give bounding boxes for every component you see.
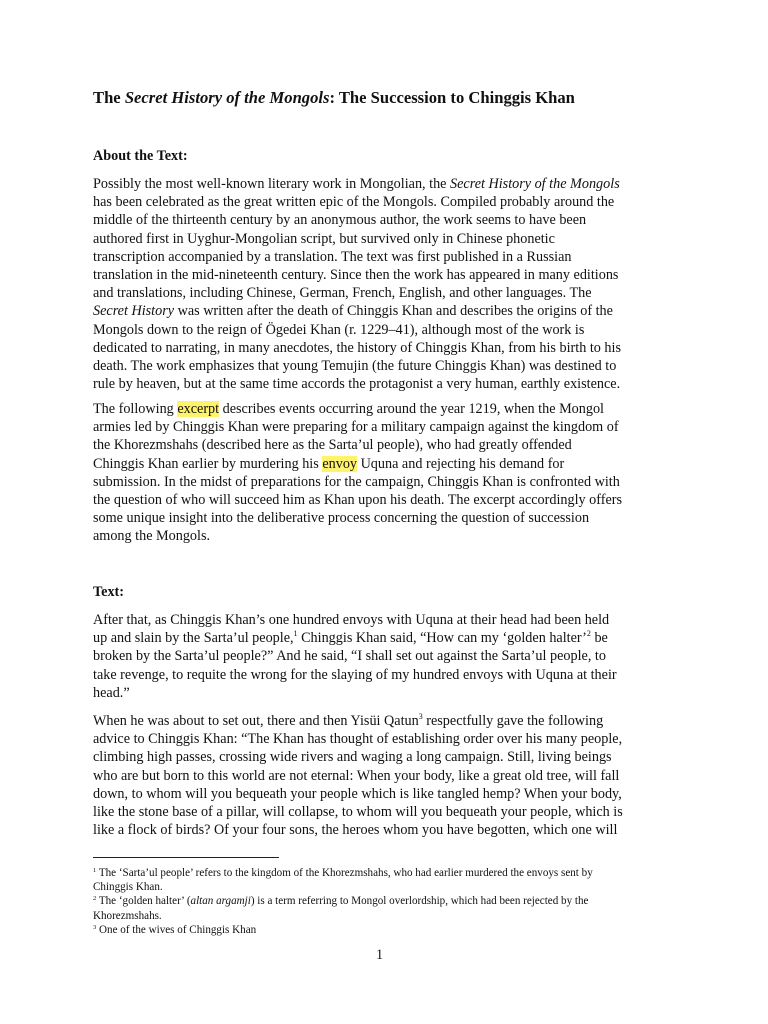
text-line: and translations, including Chinese, German, French, English, and other languages. The bbox=[93, 285, 592, 302]
text-line: some unique insight into the deliberative process concerning the question of succession bbox=[93, 510, 590, 527]
page-title bbox=[93, 88, 693, 108]
title-italic: Secret History of the Mongols bbox=[124, 88, 330, 107]
text-line: When he was about to set out, there and then Yisüi Qatun$^3$ respectfully gave the following bbox=[93, 712, 604, 729]
about-paragraph-2 bbox=[93, 400, 673, 546]
text-line: translation in the mid-nineteenth century. Since then the work has appeared in many editions bbox=[93, 267, 619, 284]
text-line: The following excerpt describes events occurring around the year 1219, when the Mongol bbox=[93, 401, 604, 417]
text-line: take revenge, to requite the wrong for the slaying of my hundred envoys with Uquna at their bbox=[93, 666, 617, 683]
text-paragraph-2 bbox=[93, 712, 673, 839]
text-line: head.” bbox=[93, 684, 130, 701]
text-line: authored first in Uyghur-Mongolian script, but survived only in Chinese phonetic bbox=[93, 230, 555, 247]
text-line: Possibly the most well-known literary work in Mongolian, the Secret History of the Mongols bbox=[93, 176, 620, 192]
text-line: After that, as Chinggis Khan’s one hundred envoys with Uquna at their head had been held bbox=[93, 612, 610, 628]
about-heading: About the Text: bbox=[93, 148, 188, 164]
footnote-ref[interactable]: 1 bbox=[293, 629, 298, 639]
text-line: armies led by Chinggis Khan were preparing for a military campaign against the kingdom of bbox=[93, 419, 619, 436]
footnote-ref[interactable]: 2 bbox=[586, 629, 591, 639]
page-number: 1 bbox=[376, 947, 384, 963]
text-heading: Text: bbox=[93, 584, 124, 600]
text-line: Chinggis Khan earlier by murdering his envoy Uquna and rejecting his demand for bbox=[93, 455, 565, 472]
text-line: Mongols down to the reign of Ögedei Khan (r. 1229–41), although most of the work is bbox=[93, 321, 585, 338]
footnote-divider bbox=[93, 857, 279, 858]
text-line: down, to whom will you bequeath your people which is like tangled hemp? When your body, bbox=[93, 785, 622, 802]
text-paragraph-1 bbox=[93, 611, 673, 702]
about-paragraph-1 bbox=[93, 175, 673, 393]
footnote-number: 3 bbox=[93, 923, 97, 931]
footnote-3: $^3$ One of the wives of Chinggis Khan bbox=[93, 923, 257, 936]
footnote-number: 1 bbox=[93, 867, 97, 874]
text-line: Secret History was written after the death of Chinggis Khan and describes the origins of the bbox=[93, 303, 613, 320]
title-prefix: The bbox=[93, 88, 125, 107]
highlighted-word: excerpt bbox=[177, 401, 220, 417]
footnote-number: 2 bbox=[93, 895, 97, 903]
footnotes bbox=[93, 866, 673, 937]
text-line: among the Mongols. bbox=[93, 528, 211, 545]
text-line: like a flock of birds? Of your four sons, the heroes whom you have begotten, which one will bbox=[93, 822, 618, 839]
text-line: middle of the thirteenth century by an anonymous author, the work seems to have been bbox=[93, 212, 587, 229]
text-line: dedicated to narrating, in many anecdotes, the history of Chinggis Khan, from his birth to his bbox=[93, 339, 621, 356]
footnote-1: $^1$ The ‘Sarta’ul people’ refers to the kingdom of the Khorezmshahs, who had earlier murdered the envoys sent by Chinggis Khan. bbox=[93, 867, 593, 894]
text-line: broken by the Sarta’ul people?” And he said, “I shall set out against the Sarta’ul people, to bbox=[93, 648, 606, 665]
title-suffix: : The Succession to Chinggis Khan bbox=[329, 88, 575, 107]
text-line: the question of who will succeed him as Khan upon his death. The excerpt accordingly offers bbox=[93, 492, 622, 509]
footnote-2: $^2$ The ‘golden halter’ (altan argamji) is a term referring to Mongol overlordship, which had been rejected by the Khorezmshahs. bbox=[93, 895, 589, 922]
text-line: submission. In the midst of preparations for the campaign, Chinggis Khan is confronted with bbox=[93, 473, 620, 490]
text-line: the Khorezmshahs (described here as the Sarta’ul people), who had greatly offended bbox=[93, 437, 572, 454]
text-line: climbing high passes, crossing wide rivers and waging a long campaign. Still, living beings bbox=[93, 749, 612, 766]
text-line: up and slain by the Sarta’ul people,$^1$ Chinggis Khan said, “How can my ‘golden halter’$^2$ be bbox=[93, 629, 608, 647]
footnote-ref[interactable]: 3 bbox=[418, 712, 423, 721]
text-line: who are but born to this world are not eternal: When your body, like a great old tree, will fall bbox=[93, 767, 620, 784]
document-page bbox=[93, 0, 673, 1024]
text-line: has been celebrated as the great written epic of the Mongols. Compiled probably around the bbox=[93, 194, 615, 211]
text-line: death. The work emphasizes that young Temujin (the future Chinggis Khan) was destined to bbox=[93, 358, 617, 375]
text-line: like the stone base of a pillar, will collapse, to whom will you bequeath your people, which is bbox=[93, 804, 623, 821]
highlighted-word: envoy bbox=[322, 455, 358, 472]
text-line: rule by heaven, but at the same time accords the protagonist a very human, earthly existence. bbox=[93, 376, 621, 393]
text-line: advice to Chinggis Khan: “The Khan has thought of establishing order over his many people, bbox=[93, 731, 623, 748]
text-line: transcription accompanied by a translation. The text was first published in a Russian bbox=[93, 248, 572, 265]
